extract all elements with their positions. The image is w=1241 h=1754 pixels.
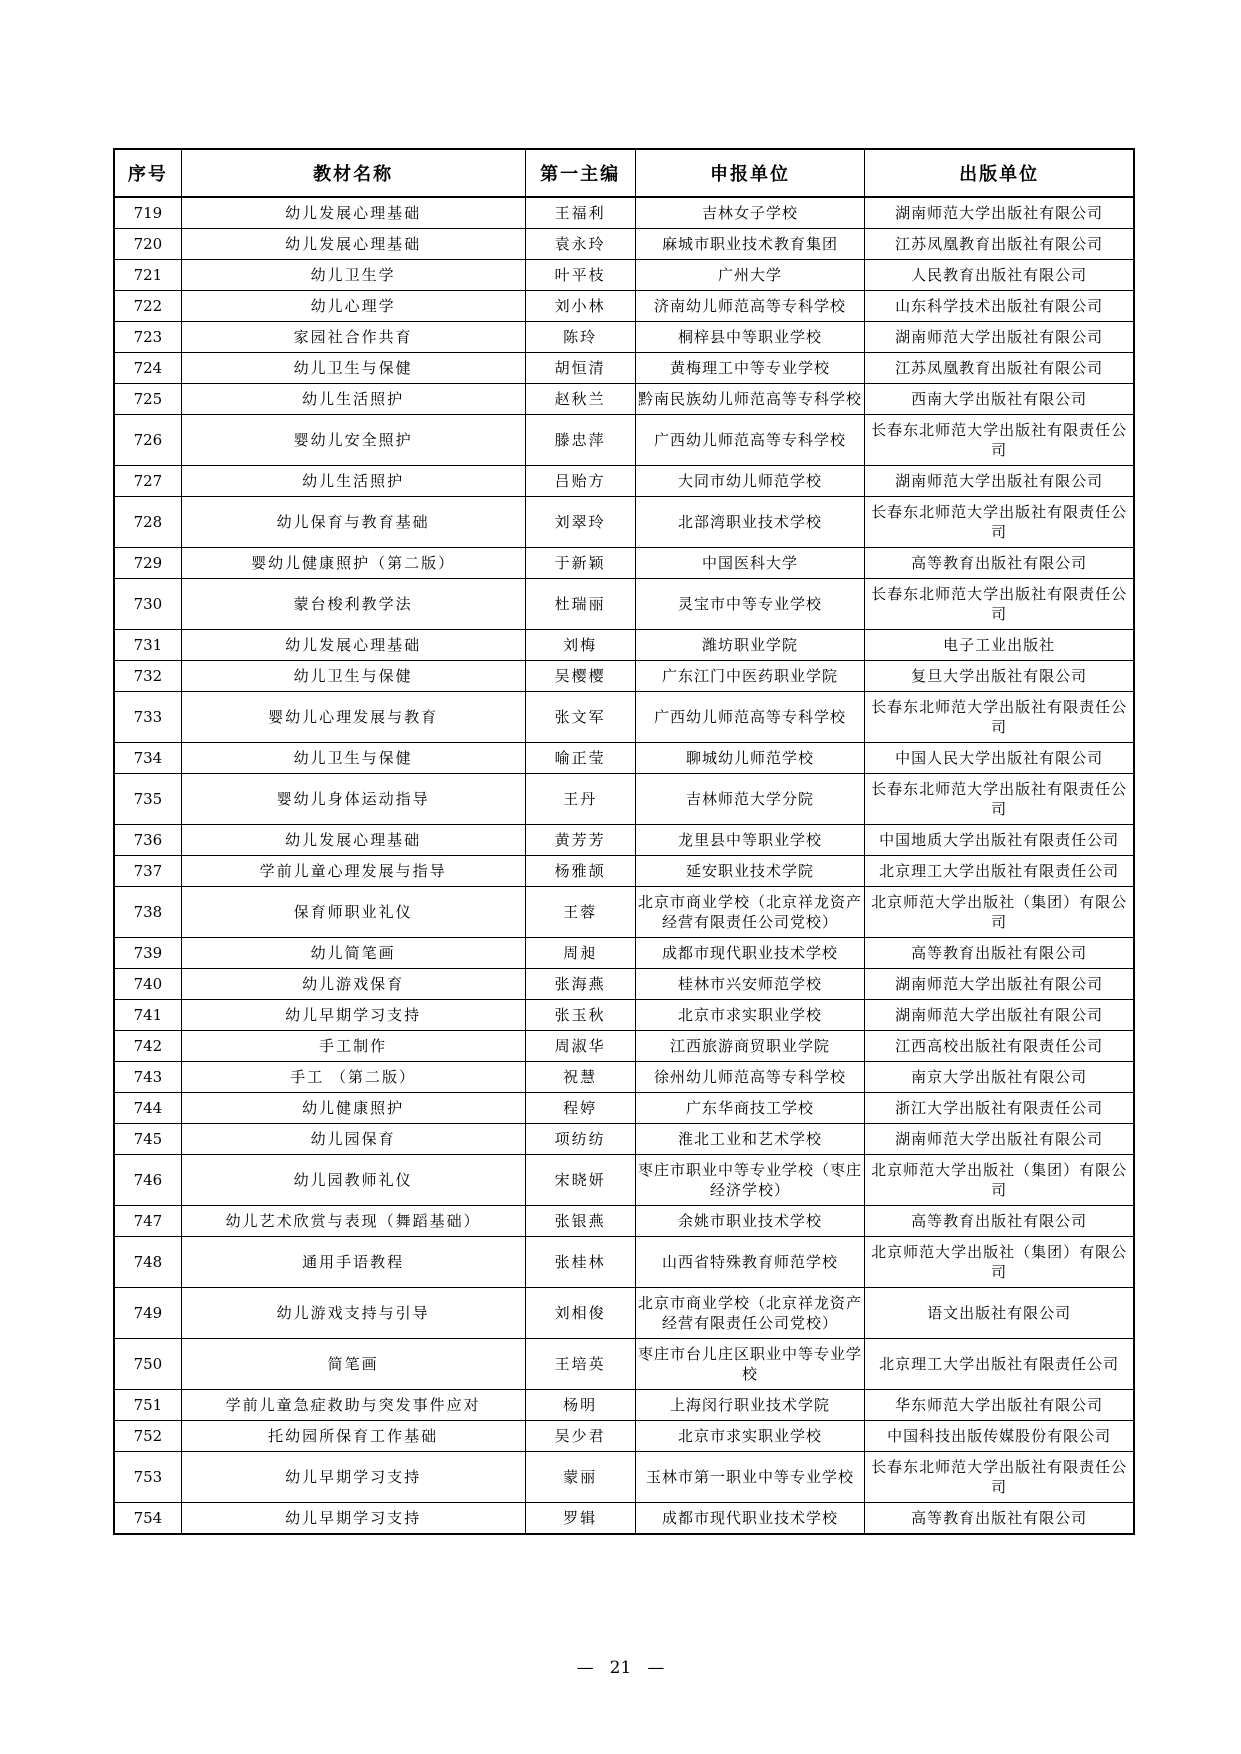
cell-publisher-unit: 高等教育出版社有限公司 <box>865 1503 1134 1535</box>
cell-applicant-unit: 济南幼儿师范高等专科学校 <box>635 291 865 322</box>
cell-serial-number: 754 <box>114 1503 181 1535</box>
cell-publisher-unit: 江苏凤凰教育出版社有限公司 <box>865 229 1134 260</box>
cell-first-chief-editor: 王培英 <box>525 1339 635 1390</box>
cell-publisher-unit: 语文出版社有限公司 <box>865 1288 1134 1339</box>
table-row <box>114 1390 1134 1421</box>
table-row <box>114 1452 1134 1503</box>
cell-publisher-unit: 北京师范大学出版社（集团）有限公司 <box>865 887 1134 938</box>
cell-first-chief-editor: 张桂林 <box>525 1237 635 1288</box>
cell-applicant-unit: 北部湾职业技术学校 <box>635 497 865 548</box>
table-row <box>114 692 1134 743</box>
cell-serial-number: 726 <box>114 415 181 466</box>
cell-serial-number: 741 <box>114 1000 181 1031</box>
cell-publisher-unit: 长春东北师范大学出版社有限责任公司 <box>865 415 1134 466</box>
table-row <box>114 353 1134 384</box>
cell-first-chief-editor: 王丹 <box>525 774 635 825</box>
cell-applicant-unit: 淮北工业和艺术学校 <box>635 1124 865 1155</box>
cell-serial-number: 723 <box>114 322 181 353</box>
table-row <box>114 466 1134 497</box>
table-row <box>114 774 1134 825</box>
cell-publisher-unit: 华东师范大学出版社有限公司 <box>865 1390 1134 1421</box>
table-row <box>114 1288 1134 1339</box>
column-header: 序号 <box>114 149 181 197</box>
cell-applicant-unit: 成都市现代职业技术学校 <box>635 1503 865 1535</box>
cell-first-chief-editor: 刘小林 <box>525 291 635 322</box>
cell-publisher-unit: 湖南师范大学出版社有限公司 <box>865 197 1134 229</box>
table-row <box>114 630 1134 661</box>
cell-serial-number: 743 <box>114 1062 181 1093</box>
cell-applicant-unit: 广州大学 <box>635 260 865 291</box>
cell-textbook-name: 幼儿发展心理基础 <box>181 630 525 661</box>
cell-applicant-unit: 黄梅理工中等专业学校 <box>635 353 865 384</box>
cell-applicant-unit: 广东江门中医药职业学院 <box>635 661 865 692</box>
footer-right-dash: — <box>647 1658 665 1678</box>
cell-serial-number: 747 <box>114 1206 181 1237</box>
cell-textbook-name: 幼儿游戏支持与引导 <box>181 1288 525 1339</box>
cell-applicant-unit: 桐梓县中等职业学校 <box>635 322 865 353</box>
cell-publisher-unit: 中国人民大学出版社有限公司 <box>865 743 1134 774</box>
cell-textbook-name: 保育师职业礼仪 <box>181 887 525 938</box>
table-row <box>114 1237 1134 1288</box>
table-row <box>114 384 1134 415</box>
cell-first-chief-editor: 陈玲 <box>525 322 635 353</box>
cell-serial-number: 732 <box>114 661 181 692</box>
cell-publisher-unit: 高等教育出版社有限公司 <box>865 938 1134 969</box>
cell-applicant-unit: 灵宝市中等专业学校 <box>635 579 865 630</box>
cell-serial-number: 745 <box>114 1124 181 1155</box>
column-header: 出版单位 <box>865 149 1134 197</box>
column-header: 第一主编 <box>525 149 635 197</box>
cell-applicant-unit: 延安职业技术学院 <box>635 856 865 887</box>
cell-applicant-unit: 吉林女子学校 <box>635 197 865 229</box>
table-row <box>114 743 1134 774</box>
table-row <box>114 1062 1134 1093</box>
cell-serial-number: 724 <box>114 353 181 384</box>
cell-textbook-name: 幼儿发展心理基础 <box>181 825 525 856</box>
cell-serial-number: 739 <box>114 938 181 969</box>
cell-first-chief-editor: 项纺纺 <box>525 1124 635 1155</box>
cell-first-chief-editor: 祝慧 <box>525 1062 635 1093</box>
cell-publisher-unit: 北京师范大学出版社（集团）有限公司 <box>865 1155 1134 1206</box>
cell-textbook-name: 幼儿保育与教育基础 <box>181 497 525 548</box>
cell-first-chief-editor: 胡恒清 <box>525 353 635 384</box>
cell-first-chief-editor: 滕忠萍 <box>525 415 635 466</box>
cell-textbook-name: 幼儿艺术欣赏与表现（舞蹈基础） <box>181 1206 525 1237</box>
cell-first-chief-editor: 张玉秋 <box>525 1000 635 1031</box>
cell-applicant-unit: 江西旅游商贸职业学院 <box>635 1031 865 1062</box>
cell-first-chief-editor: 吴少君 <box>525 1421 635 1452</box>
cell-serial-number: 752 <box>114 1421 181 1452</box>
cell-publisher-unit: 湖南师范大学出版社有限公司 <box>865 466 1134 497</box>
cell-first-chief-editor: 张海燕 <box>525 969 635 1000</box>
cell-applicant-unit: 北京市求实职业学校 <box>635 1000 865 1031</box>
cell-first-chief-editor: 于新颖 <box>525 548 635 579</box>
cell-applicant-unit: 北京市求实职业学校 <box>635 1421 865 1452</box>
cell-applicant-unit: 北京市商业学校（北京祥龙资产经营有限责任公司党校） <box>635 887 865 938</box>
cell-first-chief-editor: 宋晓妍 <box>525 1155 635 1206</box>
table-row <box>114 548 1134 579</box>
cell-first-chief-editor: 蒙丽 <box>525 1452 635 1503</box>
cell-first-chief-editor: 罗辑 <box>525 1503 635 1535</box>
cell-serial-number: 722 <box>114 291 181 322</box>
cell-first-chief-editor: 吴樱樱 <box>525 661 635 692</box>
cell-publisher-unit: 复旦大学出版社有限公司 <box>865 661 1134 692</box>
page-footer <box>0 1658 1241 1678</box>
cell-first-chief-editor: 王福利 <box>525 197 635 229</box>
cell-applicant-unit: 广西幼儿师范高等专科学校 <box>635 415 865 466</box>
cell-serial-number: 740 <box>114 969 181 1000</box>
footer-left-dash: — <box>576 1658 594 1678</box>
cell-publisher-unit: 中国地质大学出版社有限责任公司 <box>865 825 1134 856</box>
cell-textbook-name: 婴幼儿安全照护 <box>181 415 525 466</box>
cell-serial-number: 748 <box>114 1237 181 1288</box>
cell-applicant-unit: 山西省特殊教育师范学校 <box>635 1237 865 1288</box>
cell-publisher-unit: 中国科技出版传媒股份有限公司 <box>865 1421 1134 1452</box>
table-row <box>114 1339 1134 1390</box>
cell-first-chief-editor: 杨雅颉 <box>525 856 635 887</box>
cell-first-chief-editor: 杜瑞丽 <box>525 579 635 630</box>
cell-applicant-unit: 成都市现代职业技术学校 <box>635 938 865 969</box>
cell-first-chief-editor: 王蓉 <box>525 887 635 938</box>
cell-publisher-unit: 南京大学出版社有限公司 <box>865 1062 1134 1093</box>
cell-serial-number: 738 <box>114 887 181 938</box>
cell-textbook-name: 幼儿简笔画 <box>181 938 525 969</box>
table-row <box>114 1503 1134 1535</box>
column-header: 教材名称 <box>181 149 525 197</box>
cell-textbook-name: 简笔画 <box>181 1339 525 1390</box>
cell-publisher-unit: 长春东北师范大学出版社有限责任公司 <box>865 692 1134 743</box>
table-row <box>114 291 1134 322</box>
cell-textbook-name: 幼儿早期学习支持 <box>181 1503 525 1535</box>
column-header: 申报单位 <box>635 149 865 197</box>
cell-publisher-unit: 湖南师范大学出版社有限公司 <box>865 322 1134 353</box>
cell-serial-number: 734 <box>114 743 181 774</box>
cell-serial-number: 727 <box>114 466 181 497</box>
cell-applicant-unit: 广东华商技工学校 <box>635 1093 865 1124</box>
cell-serial-number: 720 <box>114 229 181 260</box>
cell-textbook-name: 幼儿卫生与保健 <box>181 353 525 384</box>
cell-publisher-unit: 山东科学技术出版社有限公司 <box>865 291 1134 322</box>
cell-textbook-name: 幼儿心理学 <box>181 291 525 322</box>
cell-textbook-name: 托幼园所保育工作基础 <box>181 1421 525 1452</box>
cell-applicant-unit: 余姚市职业技术学校 <box>635 1206 865 1237</box>
cell-textbook-name: 幼儿园保育 <box>181 1124 525 1155</box>
cell-publisher-unit: 长春东北师范大学出版社有限责任公司 <box>865 1452 1134 1503</box>
cell-textbook-name: 婴幼儿心理发展与教育 <box>181 692 525 743</box>
cell-textbook-name: 幼儿早期学习支持 <box>181 1000 525 1031</box>
table-row <box>114 229 1134 260</box>
table-row <box>114 1000 1134 1031</box>
cell-serial-number: 744 <box>114 1093 181 1124</box>
cell-first-chief-editor: 杨明 <box>525 1390 635 1421</box>
cell-textbook-name: 蒙台梭利教学法 <box>181 579 525 630</box>
cell-first-chief-editor: 赵秋兰 <box>525 384 635 415</box>
cell-textbook-name: 幼儿生活照护 <box>181 384 525 415</box>
cell-serial-number: 729 <box>114 548 181 579</box>
cell-serial-number: 736 <box>114 825 181 856</box>
cell-publisher-unit: 人民教育出版社有限公司 <box>865 260 1134 291</box>
table-row <box>114 1124 1134 1155</box>
cell-applicant-unit: 徐州幼儿师范高等专科学校 <box>635 1062 865 1093</box>
cell-serial-number: 750 <box>114 1339 181 1390</box>
cell-serial-number: 731 <box>114 630 181 661</box>
table-row <box>114 661 1134 692</box>
cell-publisher-unit: 长春东北师范大学出版社有限责任公司 <box>865 579 1134 630</box>
cell-publisher-unit: 北京师范大学出版社（集团）有限公司 <box>865 1237 1134 1288</box>
cell-textbook-name: 幼儿游戏保育 <box>181 969 525 1000</box>
cell-publisher-unit: 江苏凤凰教育出版社有限公司 <box>865 353 1134 384</box>
cell-first-chief-editor: 喻正莹 <box>525 743 635 774</box>
cell-serial-number: 728 <box>114 497 181 548</box>
cell-textbook-name: 幼儿卫生学 <box>181 260 525 291</box>
cell-serial-number: 730 <box>114 579 181 630</box>
cell-textbook-name: 幼儿园教师礼仪 <box>181 1155 525 1206</box>
cell-serial-number: 725 <box>114 384 181 415</box>
cell-applicant-unit: 黔南民族幼儿师范高等专科学校 <box>635 384 865 415</box>
table-row <box>114 260 1134 291</box>
cell-applicant-unit: 潍坊职业学院 <box>635 630 865 661</box>
cell-textbook-name: 幼儿卫生与保健 <box>181 743 525 774</box>
table-row <box>114 856 1134 887</box>
cell-applicant-unit: 玉林市第一职业中等专业学校 <box>635 1452 865 1503</box>
cell-serial-number: 753 <box>114 1452 181 1503</box>
table-row <box>114 1206 1134 1237</box>
table-row <box>114 938 1134 969</box>
cell-textbook-name: 学前儿童心理发展与指导 <box>181 856 525 887</box>
table-row <box>114 1093 1134 1124</box>
cell-textbook-name: 婴幼儿身体运动指导 <box>181 774 525 825</box>
cell-publisher-unit: 北京理工大学出版社有限责任公司 <box>865 856 1134 887</box>
page-number: 21 <box>609 1658 632 1678</box>
cell-serial-number: 719 <box>114 197 181 229</box>
cell-first-chief-editor: 周昶 <box>525 938 635 969</box>
cell-first-chief-editor: 程婷 <box>525 1093 635 1124</box>
cell-applicant-unit: 龙里县中等职业学校 <box>635 825 865 856</box>
cell-textbook-name: 幼儿卫生与保健 <box>181 661 525 692</box>
table-row <box>114 1031 1134 1062</box>
cell-serial-number: 749 <box>114 1288 181 1339</box>
table-row <box>114 415 1134 466</box>
cell-applicant-unit: 大同市幼儿师范学校 <box>635 466 865 497</box>
cell-publisher-unit: 浙江大学出版社有限责任公司 <box>865 1093 1134 1124</box>
cell-first-chief-editor: 张文军 <box>525 692 635 743</box>
table-row <box>114 1421 1134 1452</box>
table-row <box>114 969 1134 1000</box>
cell-serial-number: 721 <box>114 260 181 291</box>
cell-textbook-name: 幼儿早期学习支持 <box>181 1452 525 1503</box>
cell-applicant-unit: 北京市商业学校（北京祥龙资产经营有限责任公司党校） <box>635 1288 865 1339</box>
textbook-approval-table <box>113 148 1135 1535</box>
cell-publisher-unit: 湖南师范大学出版社有限公司 <box>865 1000 1134 1031</box>
cell-serial-number: 746 <box>114 1155 181 1206</box>
cell-first-chief-editor: 吕贻方 <box>525 466 635 497</box>
cell-applicant-unit: 广西幼儿师范高等专科学校 <box>635 692 865 743</box>
table-row <box>114 497 1134 548</box>
cell-textbook-name: 幼儿生活照护 <box>181 466 525 497</box>
cell-first-chief-editor: 袁永玲 <box>525 229 635 260</box>
table-row <box>114 1155 1134 1206</box>
cell-publisher-unit: 北京理工大学出版社有限责任公司 <box>865 1339 1134 1390</box>
cell-applicant-unit: 麻城市职业技术教育集团 <box>635 229 865 260</box>
table-row <box>114 579 1134 630</box>
cell-serial-number: 737 <box>114 856 181 887</box>
cell-serial-number: 751 <box>114 1390 181 1421</box>
cell-textbook-name: 幼儿发展心理基础 <box>181 197 525 229</box>
cell-textbook-name: 幼儿发展心理基础 <box>181 229 525 260</box>
cell-publisher-unit: 西南大学出版社有限公司 <box>865 384 1134 415</box>
cell-publisher-unit: 高等教育出版社有限公司 <box>865 1206 1134 1237</box>
cell-serial-number: 742 <box>114 1031 181 1062</box>
header-row <box>114 149 1134 197</box>
cell-textbook-name: 婴幼儿健康照护（第二版） <box>181 548 525 579</box>
cell-first-chief-editor: 刘相俊 <box>525 1288 635 1339</box>
cell-textbook-name: 幼儿健康照护 <box>181 1093 525 1124</box>
cell-applicant-unit: 枣庄市职业中等专业学校（枣庄经济学校） <box>635 1155 865 1206</box>
cell-publisher-unit: 长春东北师范大学出版社有限责任公司 <box>865 497 1134 548</box>
cell-publisher-unit: 湖南师范大学出版社有限公司 <box>865 1124 1134 1155</box>
cell-applicant-unit: 中国医科大学 <box>635 548 865 579</box>
cell-publisher-unit: 长春东北师范大学出版社有限责任公司 <box>865 774 1134 825</box>
table-row <box>114 322 1134 353</box>
cell-publisher-unit: 湖南师范大学出版社有限公司 <box>865 969 1134 1000</box>
table-row <box>114 887 1134 938</box>
table-row <box>114 825 1134 856</box>
cell-textbook-name: 手工制作 <box>181 1031 525 1062</box>
cell-textbook-name: 手工 （第二版） <box>181 1062 525 1093</box>
cell-textbook-name: 通用手语教程 <box>181 1237 525 1288</box>
cell-first-chief-editor: 黄芳芳 <box>525 825 635 856</box>
table-row <box>114 197 1134 229</box>
cell-first-chief-editor: 刘翠玲 <box>525 497 635 548</box>
cell-textbook-name: 家园社合作共育 <box>181 322 525 353</box>
cell-applicant-unit: 枣庄市台儿庄区职业中等专业学校 <box>635 1339 865 1390</box>
cell-first-chief-editor: 刘梅 <box>525 630 635 661</box>
cell-serial-number: 733 <box>114 692 181 743</box>
cell-applicant-unit: 吉林师范大学分院 <box>635 774 865 825</box>
cell-textbook-name: 学前儿童急症救助与突发事件应对 <box>181 1390 525 1421</box>
cell-first-chief-editor: 周淑华 <box>525 1031 635 1062</box>
table-body <box>114 197 1134 1534</box>
cell-serial-number: 735 <box>114 774 181 825</box>
cell-applicant-unit: 聊城幼儿师范学校 <box>635 743 865 774</box>
cell-publisher-unit: 高等教育出版社有限公司 <box>865 548 1134 579</box>
cell-applicant-unit: 桂林市兴安师范学校 <box>635 969 865 1000</box>
cell-first-chief-editor: 张银燕 <box>525 1206 635 1237</box>
cell-applicant-unit: 上海闵行职业技术学院 <box>635 1390 865 1421</box>
cell-first-chief-editor: 叶平枝 <box>525 260 635 291</box>
cell-publisher-unit: 电子工业出版社 <box>865 630 1134 661</box>
cell-publisher-unit: 江西高校出版社有限责任公司 <box>865 1031 1134 1062</box>
